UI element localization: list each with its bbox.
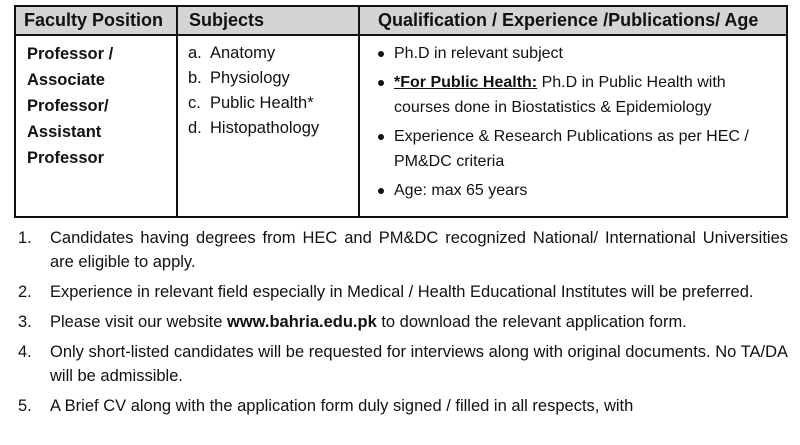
qualification-item <box>371 178 783 203</box>
table-header-row <box>16 7 786 36</box>
subject-name: Physiology <box>210 69 290 87</box>
qualification-item <box>371 70 783 120</box>
qualification-age: Age: max 65 years <box>394 182 528 199</box>
note-number: 1. <box>18 229 32 247</box>
qualification-item <box>371 41 783 66</box>
header-subjects: Subjects <box>189 10 265 30</box>
position-line: Associate <box>27 71 105 89</box>
subject-name: Histopathology <box>210 119 320 137</box>
note-item <box>18 280 788 304</box>
bullet-icon <box>378 51 384 57</box>
note-text: Candidates having degrees from HEC and PM&DC recognized National/ International Universities are eligible to apply. <box>50 229 788 271</box>
bullet-icon <box>378 80 384 86</box>
public-health-label: *For Public Health: <box>394 74 538 91</box>
subject-name: Public Health* <box>210 94 314 112</box>
header-qualification: Qualification / Experience /Publications/ Age <box>378 10 759 30</box>
note-number: 2. <box>18 283 32 301</box>
column-divider <box>176 7 178 216</box>
note-item <box>18 394 788 418</box>
note-text: Only short-listed candidates will be requested for interviews along with original documents. No TA/DA will be admissible. <box>50 343 788 385</box>
note-item <box>18 310 788 334</box>
subject-marker: d. <box>188 119 202 137</box>
subject-item <box>188 116 358 141</box>
note-number: 5. <box>18 397 32 415</box>
subject-name: Anatomy <box>210 44 276 62</box>
subject-marker: b. <box>188 69 202 87</box>
position-line: Professor <box>27 149 105 167</box>
subject-marker: c. <box>188 94 201 112</box>
note-number: 3. <box>18 313 32 331</box>
subject-item <box>188 91 358 116</box>
note-number: 4. <box>18 343 32 361</box>
bullet-icon <box>378 188 384 194</box>
note-item <box>18 226 788 274</box>
note-text: Experience in relevant field especially in Medical / Health Educational Institutes will be preferred. <box>50 283 754 301</box>
position-line: Professor / <box>27 45 114 63</box>
column-divider <box>358 7 360 216</box>
note-item <box>18 340 788 388</box>
qualifications-list <box>371 41 783 207</box>
positions-cell <box>27 41 172 171</box>
note-text: Please visit our website <box>50 313 227 331</box>
subject-item <box>188 41 358 66</box>
subjects-list <box>188 41 358 141</box>
note-text: A Brief CV along with the application form duly signed / filled in all respects, with <box>50 397 634 415</box>
qualification-phd: Ph.D in relevant subject <box>394 45 563 62</box>
note-text: to download the relevant application form. <box>376 313 687 331</box>
header-faculty-position: Faculty Position <box>24 10 164 30</box>
qualification-item <box>371 124 783 174</box>
public-health-text: Ph.D in Public Health with courses done in Biostatistics & Epidemiology <box>394 74 726 116</box>
position-line: Professor/ <box>27 97 109 115</box>
website-link[interactable]: www.bahria.edu.pk <box>227 313 377 331</box>
position-line: Assistant <box>27 123 102 141</box>
qualification-experience: Experience & Research Publications as per HEC / PM&DC criteria <box>394 128 749 170</box>
faculty-positions-table <box>14 5 788 218</box>
subject-item <box>188 66 358 91</box>
instructions-list <box>18 226 788 424</box>
subject-marker: a. <box>188 44 202 62</box>
bullet-icon <box>378 134 384 140</box>
